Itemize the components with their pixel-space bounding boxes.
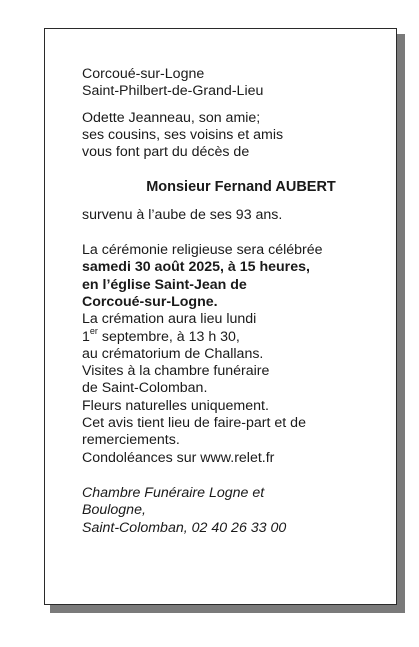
detail-line: de Saint-Colomban.: [82, 380, 208, 397]
details-block: [82, 363, 382, 467]
location-line: Saint-Philbert-de-Grand-Lieu: [82, 83, 264, 100]
ceremony-intro: La cérémonie religieuse sera célébrée: [82, 242, 323, 259]
funeral-home-line: Chambre Funéraire Logne et: [82, 484, 265, 501]
intro-line: ses cousins, ses voisins et amis: [82, 126, 284, 143]
ceremony-town: Corcoué-sur-Logne.: [82, 293, 218, 310]
cremation-date-line: [82, 325, 382, 346]
obituary-text: [82, 66, 382, 537]
location-line: Corcoué-sur-Logne: [82, 66, 205, 82]
detail-line: Cet avis tient lieu de faire-part et de: [82, 415, 306, 432]
obituary-card: [44, 28, 397, 605]
cremation-line: La crémation aura lieu lundi: [82, 311, 257, 328]
detail-line: Fleurs naturelles uniquement.: [82, 397, 269, 414]
cremation-block: [82, 311, 382, 363]
location-header: [82, 66, 382, 101]
detail-line: remerciements.: [82, 432, 180, 449]
funeral-home-line: Saint-Colomban, 02 40 26 33 00: [82, 519, 287, 536]
funeral-home-line: Boulogne,: [82, 502, 146, 519]
ceremony-date: samedi 30 août 2025, à 15 heures,: [82, 259, 310, 276]
ceremony-place: en l’église Saint-Jean de: [82, 276, 247, 293]
intro-line: vous font part du décès de: [82, 144, 250, 161]
funeral-home-block: [82, 485, 382, 537]
cremation-date-rest: septembre, à 13 h 30,: [97, 328, 240, 345]
death-line: survenu à l’aube de ses 93 ans.: [82, 206, 283, 223]
detail-line: Visites à la chambre funéraire: [82, 363, 270, 380]
day-superscript: er: [89, 325, 98, 336]
intro-line: Odette Jeanneau, son amie;: [82, 109, 261, 126]
ceremony-block: [82, 242, 382, 311]
cremation-place: au crématorium de Challans.: [82, 345, 264, 362]
deceased-name: Monsieur Fernand AUBERT: [146, 179, 336, 196]
condolences-line: Condoléances sur www.relet.fr: [82, 449, 275, 466]
day-number: 1: [82, 328, 90, 345]
family-intro: [82, 110, 382, 162]
